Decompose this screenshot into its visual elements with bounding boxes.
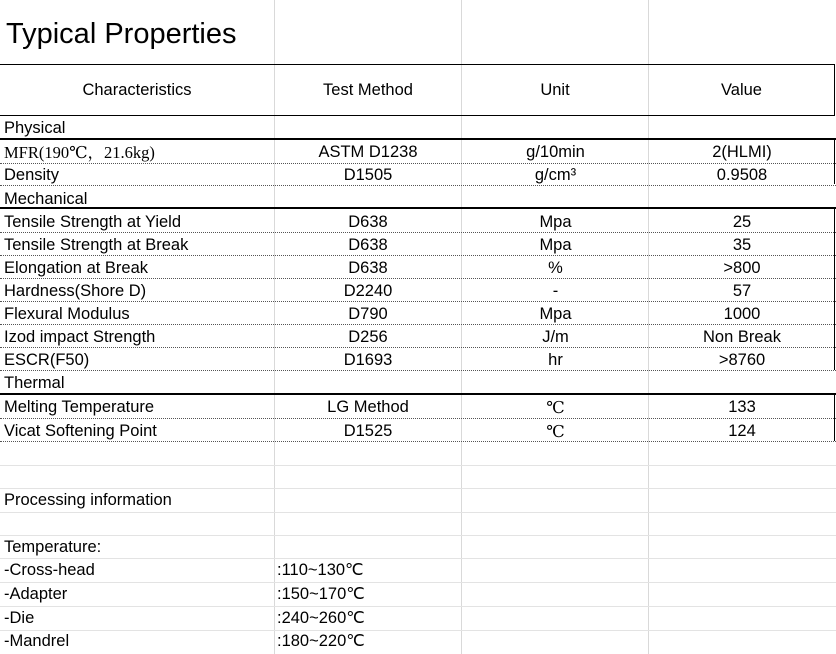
row-divider	[0, 301, 836, 302]
row-value: >8760	[718, 351, 766, 369]
row-divider	[0, 255, 836, 256]
header-characteristics: Characteristics	[82, 81, 192, 99]
row-method: D256	[348, 328, 388, 346]
temperature-label: Temperature:	[4, 538, 102, 556]
row-name: MFR(190℃，21.6kg)	[4, 143, 155, 162]
row-unit: -	[552, 282, 559, 300]
section-physical: Physical	[4, 119, 66, 137]
processing-item-value: :240~260℃	[277, 609, 365, 627]
row-value: 0.9508	[716, 166, 768, 184]
row-unit: Mpa	[539, 213, 572, 231]
row-name: Elongation at Break	[4, 259, 149, 277]
row-name: Hardness(Shore D)	[4, 282, 147, 300]
section-rule	[0, 393, 836, 395]
processing-item-value: :180~220℃	[277, 632, 365, 650]
row-name: Vicat Softening Point	[4, 422, 157, 440]
row-method: D790	[348, 305, 388, 323]
table-border	[834, 393, 835, 441]
row-name: Density	[4, 166, 60, 184]
section-mechanical: Mechanical	[4, 190, 88, 208]
processing-item-value: :150~170℃	[277, 585, 365, 603]
row-unit: %	[548, 259, 563, 277]
processing-item-label: -Cross-head	[4, 561, 95, 579]
row-method: D1525	[343, 422, 393, 440]
row-divider	[0, 278, 836, 279]
row-value: 35	[732, 236, 752, 254]
section-rule	[0, 207, 836, 209]
row-divider	[0, 347, 836, 348]
row-name: ESCR(F50)	[4, 351, 90, 369]
row-unit: Mpa	[539, 236, 572, 254]
row-divider	[0, 441, 836, 442]
row-value: Non Break	[703, 328, 781, 346]
page-title: Typical Properties	[6, 18, 237, 50]
row-method: LG Method	[327, 398, 409, 416]
gridline-row	[0, 630, 836, 631]
row-value: 133	[728, 398, 756, 416]
row-name: Izod impact Strength	[4, 328, 156, 346]
row-value: >800	[723, 259, 761, 277]
row-unit: Mpa	[539, 305, 572, 323]
gridline-row	[0, 582, 836, 583]
row-unit: ℃	[546, 398, 565, 417]
row-name: Flexural Modulus	[4, 305, 130, 323]
processing-item-label: -Die	[4, 609, 35, 627]
row-method: ASTM D1238	[318, 143, 418, 161]
row-method: D2240	[343, 282, 393, 300]
section-thermal: Thermal	[4, 374, 65, 392]
processing-item-label: -Mandrel	[4, 632, 70, 650]
row-method: D638	[348, 213, 388, 231]
processing-item-value: :110~130℃	[277, 561, 364, 579]
row-unit: hr	[548, 351, 563, 369]
row-divider	[0, 324, 836, 325]
row-method: D1505	[343, 166, 393, 184]
row-unit: g/cm³	[534, 166, 577, 184]
row-method: D638	[348, 259, 388, 277]
gridline-row	[0, 606, 836, 607]
row-name: Tensile Strength at Yield	[4, 213, 182, 231]
gridline-row	[0, 535, 836, 536]
row-name: Tensile Strength at Break	[4, 236, 189, 254]
row-method: D638	[348, 236, 388, 254]
gridline-row	[0, 558, 836, 559]
row-value: 124	[728, 422, 756, 440]
row-value: 2(HLMI)	[712, 143, 772, 161]
gridline-row	[0, 465, 836, 466]
row-unit: g/10min	[526, 143, 585, 161]
row-divider	[0, 185, 836, 186]
header-unit: Unit	[540, 81, 570, 99]
row-value: 57	[732, 282, 752, 300]
row-divider	[0, 232, 836, 233]
gridline-row	[0, 512, 836, 513]
row-unit: J/m	[542, 328, 569, 346]
row-value: 1000	[723, 305, 761, 323]
row-divider	[0, 418, 836, 419]
table-border	[834, 138, 835, 184]
row-divider	[0, 370, 836, 371]
processing-item-label: -Adapter	[4, 585, 68, 603]
table-header	[0, 64, 835, 116]
row-name: Melting Temperature	[4, 398, 155, 416]
processing-title: Processing information	[4, 491, 172, 509]
row-method: D1693	[343, 351, 393, 369]
row-value: 25	[732, 213, 752, 231]
header-test-method: Test Method	[323, 81, 413, 99]
row-unit: ℃	[546, 422, 565, 441]
header-value: Value	[721, 81, 762, 99]
section-rule	[0, 138, 836, 140]
